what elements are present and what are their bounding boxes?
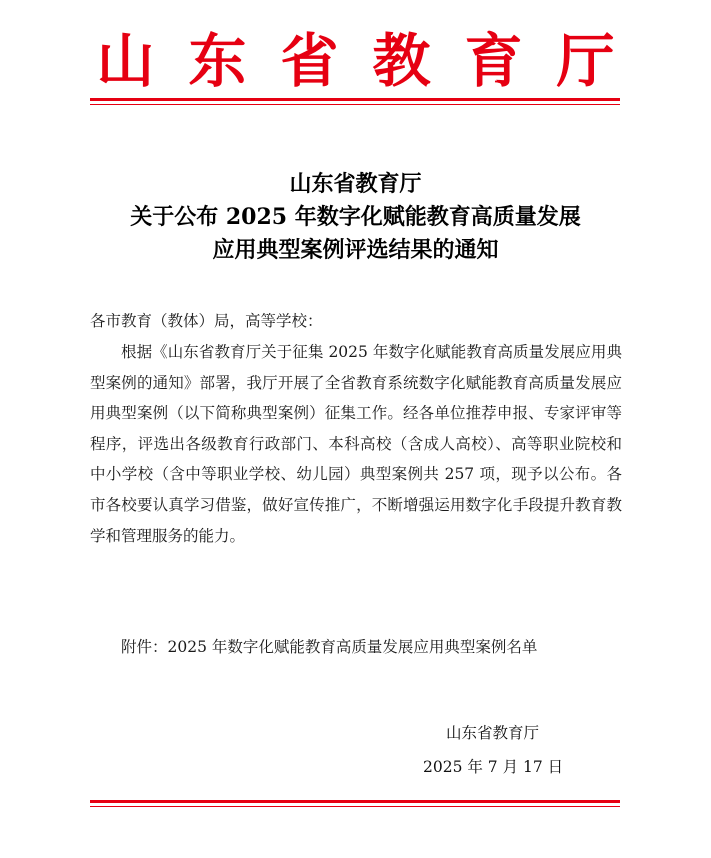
signature-organization: 山东省教育厅: [446, 724, 540, 742]
letterhead-rule-thin: [90, 104, 620, 105]
title-line-2: 关于公布 2025 年数字化赋能教育高质量发展: [130, 204, 581, 230]
letterhead-rule-thick: [90, 98, 620, 101]
footer-rule-thin: [90, 806, 620, 807]
title-line-1: 山东省教育厅: [289, 171, 422, 197]
salutation: 各市教育（教体）局，高等学校：: [90, 312, 323, 330]
footer-rule-thick: [90, 800, 620, 803]
body-paragraph: 根据《山东省教育厅关于征集 2025 年数字化赋能教育高质量发展应用典型案例的通知》部署，我厅开展了全省教育系统数字化赋能教育高质量发展应用典型案例（以下简称典型案例）征集工作。经各单位推荐申报、专家评审等程序，评选出各级教育行政部门、本科高校（含成人高校）、高等职业院校和中小学校（含中等职业学校、幼儿园）典型案例共 257 项，现予以公布。各市各校要认真学习借鉴，做好宣传推广，不断增强运用数字化手段提升教育教学和管理服务的能力。: [90, 343, 622, 545]
document-title: [60, 168, 651, 267]
letterhead-org-name: 山东省教育厅: [96, 27, 649, 95]
title-line-3: 应用典型案例评选结果的通知: [212, 237, 499, 263]
signature-date: 2025 年 7 月 17 日: [423, 758, 564, 776]
attachment-line: 附件：2025 年数字化赋能教育高质量发展应用典型案例名单: [121, 638, 538, 656]
